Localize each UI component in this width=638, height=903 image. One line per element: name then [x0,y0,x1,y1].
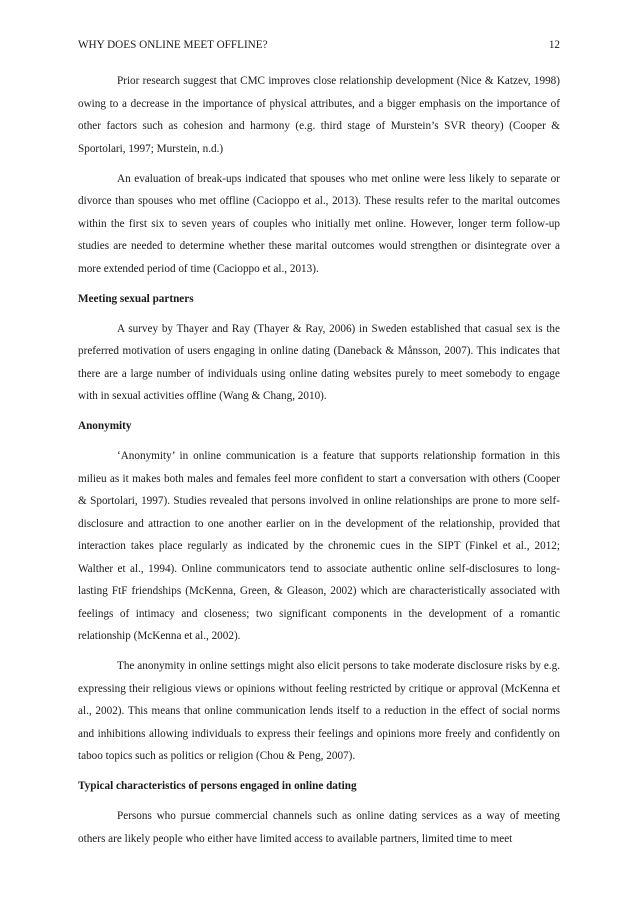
running-header [78,37,560,53]
paragraph-anonymity-disclosure: The anonymity in online settings might also elicit persons to take moderate disclosure risks by e.g. expressing their religious views or opinions without feeling restricted by critique or approval (McKenna et al., 2002). This means that online communication lends itself to a reduction in the effect of social norms and inhibitions allowing individuals to express their feelings and opinions more freely and confidently on taboo topics such as politics or religion (Chou & Peng, 2007). [78,660,560,762]
paragraph-commercial-channels: Persons who pursue commercial channels such as online dating services as a way of meeting others are likely people who either have limited access to available partners, limited time to meet [78,810,560,845]
heading-anonymity: Anonymity [78,420,132,432]
paragraph-breakups: An evaluation of break-ups indicated that spouses who met online were less likely to separate or divorce than spouses who met offline (Cacioppo et al., 2013). These results refer to the marital outcomes within the first six to seven years of couples who initially met online. However, longer term follow-up studies are needed to determine whether these marital outcomes would strengthen or disintegrate over a more extended period of time (Cacioppo et al., 2013). [78,172,560,275]
running-title: WHY DOES ONLINE MEET OFFLINE? [78,39,268,51]
paragraph-casual-sex-survey: A survey by Thayer and Ray (Thayer & Ray, 2006) in Sweden established that casual sex is the preferred motivation of users engaging in online dating (Daneback & Månsson, 2007). This indicates that there are a large number of individuals using online dating websites purely to meet somebody to engage with in sexual activities offline (Wang & Chang, 2010). [78,322,560,402]
heading-meeting-sexual-partners: Meeting sexual partners [78,292,194,305]
paragraph-anonymity-feature: ‘Anonymity’ in online communication is a feature that supports relationship formation in this milieu as it makes both males and females feel more confident to start a conversation with others (Cooper & Sportolari, 1997). Studies revealed that persons involved in online relationships are prone to more self-disclosure and attraction to one another earlier on in the development of the relationship, provided that interaction takes place regularly as indicated by the chronemic cues in the SIPT (Finkel et al., 2012; Walther et al., 1994). Online communicators tend to associate authentic online self-disclosures to long-lasting FtF friendships (McKenna, Green, & Gleason, 2002) which are characteristically associated with feelings of intimacy and closeness; two significant components in the development of a romantic relationship (McKenna et al., 2002). [78,450,560,642]
paragraph-cmc-relationships: Prior research suggest that CMC improves close relationship development (Nice & Katzev, 1998) owing to a decrease in the importance of physical attributes, and a bigger emphasis on the importance of other factors such as cohesion and harmony (e.g. third stage of Murstein’s SVR theory) (Cooper & Sportolari, 1997; Murstein, n.d.) [78,75,560,155]
page-number: 12 [548,39,560,51]
document-body [78,70,560,850]
heading-typical-characteristics: Typical characteristics of persons engaged in online dating [78,780,357,792]
